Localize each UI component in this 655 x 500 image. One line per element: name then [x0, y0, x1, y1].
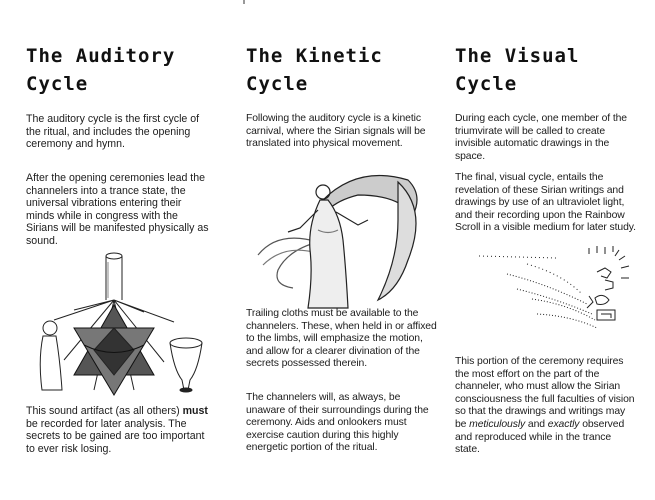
auditory-intro-paragraph: The auditory cycle is the first cycle of the ritual, and includes the opening ceremony and hymn. [26, 113, 200, 151]
sound-artifact-illustration [34, 250, 224, 402]
auditory-cycle-column [26, 0, 216, 500]
auditory-record-paragraph: This sound artifact (as all others) must be recorded for later analysis. The secrets to be gained are too important to ever risk losing. [26, 405, 208, 455]
kinetic-cycle-column [246, 0, 442, 500]
visual-cycle-title: The Visual Cycle [455, 45, 580, 95]
visual-cycle-column [455, 0, 637, 500]
visual-revelation-paragraph: The final, visual cycle, entails the revelation of these Sirian writings and drawings by use of an ultraviolet light, and their recording upon the Rainbow Scroll in a visible medium for later study. [455, 172, 636, 234]
auditory-trance-paragraph: After the opening ceremonies lead the channelers into a trance state, the universal vibrations entering their minds while in congress with the Sirians will be manifested physically as sound. [26, 172, 209, 247]
auditory-cycle-title: The Auditory Cycle [26, 45, 176, 95]
glowing-drawing-illustration [477, 244, 637, 344]
visual-intro-paragraph: During each cycle, one member of the triumvirate will be called to create invisible automatic drawings in the space. [455, 113, 627, 162]
dancing-figure-illustration [248, 170, 438, 310]
scan-mark [243, 0, 245, 4]
kinetic-cycle-title: The Kinetic Cycle [246, 45, 383, 95]
kinetic-cloths-paragraph: Trailing cloths must be available to the channelers. These, when held in or affixed to the limbs, will emphasize the motion, and allow for a clearer divination of the secrets possessed therein. [246, 308, 437, 370]
kinetic-intro-paragraph: Following the auditory cycle is a kinetic carnival, where the Sirian signals will be translated into physical movement. [246, 113, 426, 150]
kinetic-caution-paragraph: The channelers will, as always, be unaware of their surroundings during the ceremony. Aids and onlookers must exercise caution during this highly energetic portion of the ritual. [246, 392, 429, 454]
visual-effort-paragraph: This portion of the ceremony requires the most effort on the part of the channeler, who must allow the Sirian consciousness the full faculties of vision so that the drawings and writings may be meticulously and exactly observed and reproduced while in the trance state. [455, 356, 635, 456]
